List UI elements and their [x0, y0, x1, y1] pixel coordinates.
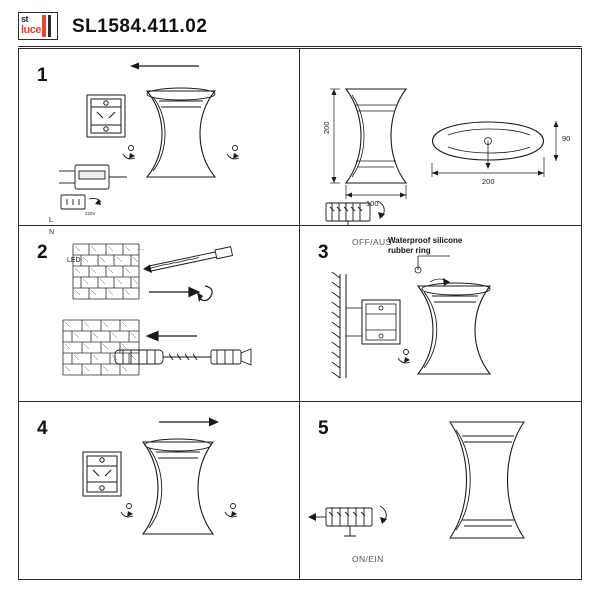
dimension-width: 100 — [366, 199, 379, 208]
panel-step-2 — [19, 226, 300, 403]
logo-bar-dark — [48, 15, 51, 37]
waterproof-note-line1: Waterproof silicone — [388, 235, 463, 245]
step-4-number: 4 — [37, 418, 48, 440]
step-5-diagram — [300, 402, 582, 579]
step-3-diagram — [300, 226, 582, 403]
logo-bar-red — [42, 15, 46, 37]
dimension-length: 200 — [482, 177, 495, 186]
caption-on: ON/EIN — [352, 554, 384, 565]
caption-off: OFF/AUS — [352, 237, 392, 247]
page-header — [18, 8, 582, 47]
label-ellipsis: ... — [137, 245, 146, 252]
step-1-number: 1 — [37, 65, 48, 86]
dimension-depth: 90 — [562, 134, 571, 143]
logo-text-top: st — [21, 14, 29, 24]
logo-text-bottom: luce — [21, 24, 42, 36]
step-1-diagram — [19, 49, 301, 226]
brand-logo — [18, 12, 60, 42]
dimension-height: 200 — [322, 121, 331, 134]
panel-step-4 — [19, 402, 300, 579]
panel-step-5 — [300, 402, 581, 579]
step-4-diagram — [19, 402, 301, 579]
panel-step-1 — [19, 49, 300, 264]
steps-grid — [18, 48, 582, 580]
page-title: SL1584.411.02 — [72, 16, 208, 37]
dimensions-diagram — [300, 49, 582, 226]
label-voltage: 220V — [85, 211, 96, 216]
panel-step-3 — [300, 226, 581, 403]
waterproof-note-line2: rubber ring — [388, 245, 431, 255]
step-3-number: 3 — [318, 241, 329, 263]
step-2-number: 2 — [37, 241, 48, 263]
step-2-diagram — [19, 226, 301, 403]
label-led: LED — [67, 257, 81, 264]
label-neutral: N — [49, 229, 55, 236]
label-live: L — [49, 217, 53, 224]
step-5-number: 5 — [318, 418, 329, 440]
